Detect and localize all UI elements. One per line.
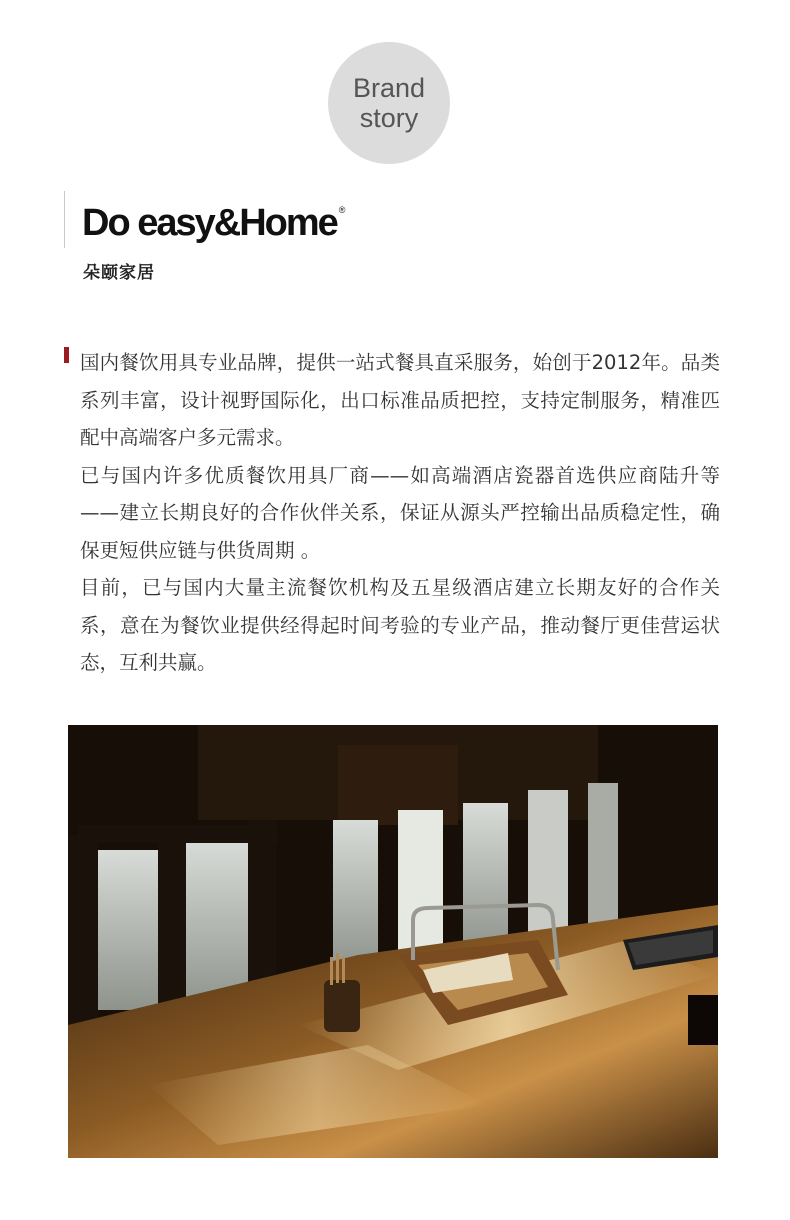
registered-mark: ® xyxy=(338,205,346,215)
brand-divider xyxy=(64,191,65,248)
brand-story-badge xyxy=(328,42,450,164)
brand-name: Do easy&Home xyxy=(82,202,337,244)
badge-line-2: story xyxy=(359,103,419,133)
accent-marker xyxy=(64,347,69,363)
photo-illustration xyxy=(68,725,718,1158)
dining-table-photo xyxy=(68,725,718,1158)
badge-line-1: Brand xyxy=(352,73,426,103)
paragraph-intro: 国内餐饮用具专业品牌，提供一站式餐具直采服务，始创于2012年。品类系列丰富，设计视野国际化，出口标准品质把控，支持定制服务，精准匹配中高端客户多元需求。 xyxy=(80,351,720,449)
paragraph-partners: 已与国内许多优质餐饮用具厂商——如高端酒店瓷器首选供应商陆升等——建立长期良好的合作伙伴关系，保证从源头严控输出品质稳定性，确保更短供应链与供货周期 。 xyxy=(80,463,720,562)
brand-logo-text xyxy=(82,202,345,245)
paragraph-current: 目前，已与国内大量主流餐饮机构及五星级酒店建立长期友好的合作关系，意在为餐饮业提供经得起时间考验的专业产品，推动餐厅更佳营运状态，互利共赢。 xyxy=(80,576,720,674)
brand-name-chinese: 朵颐家居 xyxy=(83,263,155,283)
brand-description xyxy=(80,344,720,682)
